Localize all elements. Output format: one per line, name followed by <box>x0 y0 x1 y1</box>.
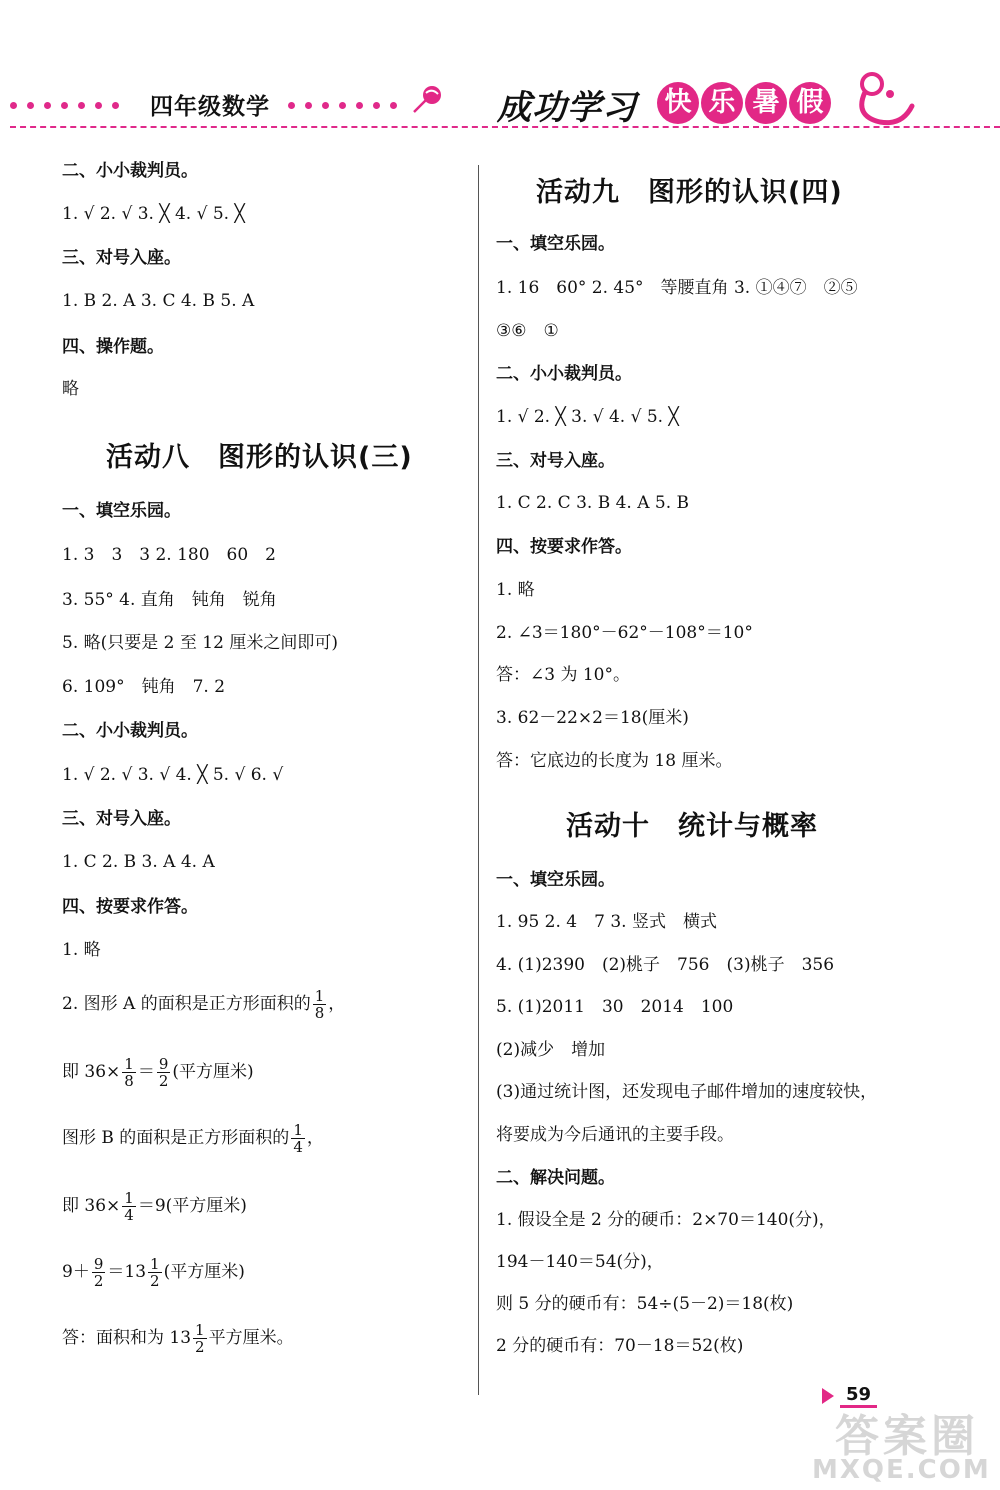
answer-line-fraction: 答：面积和为 13 $\frac{1}{2}$ 平方厘米。 <box>62 1321 294 1356</box>
page-number: 59 <box>840 1384 877 1408</box>
header-dots-left <box>10 100 119 112</box>
badge-char: 快 <box>657 82 699 124</box>
section-heading: 三、对号入座。 <box>62 248 181 268</box>
answer-line: 2 分的硬币有：70－18＝52(枚) <box>496 1336 744 1356</box>
answer-line-fraction: 即 36× $\frac{1}{4}$ ＝9(平方厘米) <box>62 1189 247 1224</box>
answer-line: 3. 62－22×2＝18(厘米) <box>496 708 689 728</box>
fraction: $\frac{1}{4}$ <box>124 1189 134 1224</box>
fraction: $\frac{1}{4}$ <box>293 1121 303 1156</box>
answer-line: 则 5 分的硬币有：54÷(5－2)＝18(枚) <box>496 1294 794 1314</box>
section-heading: 一、填空乐园。 <box>496 234 615 254</box>
watermark-url: MXQE.COM <box>812 1455 991 1485</box>
activity-title: 活动十 统计与概率 <box>566 811 818 842</box>
page-arrow-icon <box>822 1388 834 1404</box>
activity-title: 活动八 图形的认识(三) <box>106 442 413 473</box>
section-heading: 三、对号入座。 <box>62 809 181 829</box>
section-heading: 三、对号入座。 <box>496 451 615 471</box>
header-subject: 四年级数学 <box>150 94 270 120</box>
answer-line: 将要成为今后通讯的主要手段。 <box>496 1125 734 1145</box>
answer-line: 1. 略 <box>496 580 535 600</box>
fraction: $\frac{9}{2}$ <box>158 1055 169 1090</box>
section-heading: 四、按要求作答。 <box>496 537 632 557</box>
section-heading: 二、小小裁判员。 <box>62 161 198 181</box>
answer-line: 1. 95 2. 4 7 3. 竖式 横式 <box>496 912 717 932</box>
fraction: $\frac{1}{8}$ <box>314 987 325 1022</box>
answer-line-fraction: 即 36× $\frac{1}{8}$ ＝ $\frac{9}{2}$ (平方厘米) <box>62 1055 254 1090</box>
answer-line: 答：它底边的长度为 18 厘米。 <box>496 751 733 771</box>
badge-char: 暑 <box>745 82 787 124</box>
answer-line: 4. (1)2390 (2)桃子 756 (3)桃子 356 <box>496 955 835 975</box>
header-dots-right <box>288 100 397 112</box>
fraction: $\frac{1}{2}$ <box>195 1321 205 1356</box>
header-brand: 成功学习 <box>497 88 637 128</box>
answer-line: 1. 略 <box>62 940 101 960</box>
section-heading: 四、按要求作答。 <box>62 897 198 917</box>
answer-line: 5. 略(只要是 2 至 12 厘米之间即可) <box>62 633 338 653</box>
section-heading: 一、填空乐园。 <box>496 870 615 890</box>
header-divider <box>10 126 1000 128</box>
section-heading: 二、小小裁判员。 <box>62 721 198 741</box>
column-divider <box>478 165 479 1395</box>
fraction: $\frac{9}{2}$ <box>93 1255 104 1290</box>
answer-line: 略 <box>62 379 79 399</box>
watermark-logo: 答案圈 <box>835 1411 979 1462</box>
answer-line: (3)通过统计图，还发现电子邮件增加的速度较快， <box>496 1082 878 1102</box>
section-heading: 一、填空乐园。 <box>62 501 181 521</box>
answer-line: 5. (1)2011 30 2014 100 <box>496 997 734 1017</box>
section-heading: 四、操作题。 <box>62 337 164 357</box>
answer-line: 2. ∠3＝180°－62°－108°＝10° <box>496 623 753 643</box>
answer-line-fraction: 9＋ $\frac{9}{2}$ ＝13 $\frac{1}{2}$ (平方厘米) <box>62 1255 245 1290</box>
answer-line: 1. 3 3 3 2. 180 60 2 <box>62 545 276 565</box>
activity-title: 活动九 图形的认识(四) <box>536 177 843 208</box>
lollipop-icon <box>410 84 446 116</box>
answer-line: 1. √ 2. √ 3. ╳ 4. √ 5. ╳ <box>62 204 245 224</box>
answer-line: 1. √ 2. √ 3. √ 4. ╳ 5. √ 6. √ <box>62 765 284 785</box>
answer-line-fraction: 图形 B 的面积是正方形面积的 $\frac{1}{4}$ ， <box>62 1121 324 1156</box>
answer-line-fraction: 2. 图形 A 的面积是正方形面积的 $\frac{1}{8}$ ， <box>62 987 346 1022</box>
answer-line: 194－140＝54(分)， <box>496 1252 664 1272</box>
answer-line: ③⑥ ① <box>496 321 559 341</box>
section-heading: 二、解决问题。 <box>496 1168 615 1188</box>
answer-line: 3. 55° 4. 直角 钝角 锐角 <box>62 590 277 610</box>
answer-line: 6. 109° 钝角 7. 2 <box>62 677 226 697</box>
answer-line: (2)减少 增加 <box>496 1040 606 1060</box>
answer-line: 1. C 2. C 3. B 4. A 5. B <box>496 493 690 513</box>
fraction: $\frac{1}{2}$ <box>150 1255 160 1290</box>
answer-line: 1. 16 60° 2. 45° 等腰直角 3. ①④⑦ ②⑤ <box>496 278 858 298</box>
answer-line: 1. B 2. A 3. C 4. B 5. A <box>62 291 255 311</box>
section-heading: 二、小小裁判员。 <box>496 364 632 384</box>
fraction: $\frac{1}{8}$ <box>124 1055 134 1090</box>
badge-char: 乐 <box>701 82 743 124</box>
answer-line: 1. C 2. B 3. A 4. A <box>62 852 215 872</box>
answer-line: 1. √ 2. ╳ 3. √ 4. √ 5. ╳ <box>496 407 679 427</box>
answer-line: 答：∠3 为 10°。 <box>496 665 630 685</box>
badge-char: 假 <box>789 82 831 124</box>
answer-line: 1. 假设全是 2 分的硬币：2×70＝140(分)， <box>496 1210 836 1230</box>
header-badge <box>657 82 831 124</box>
